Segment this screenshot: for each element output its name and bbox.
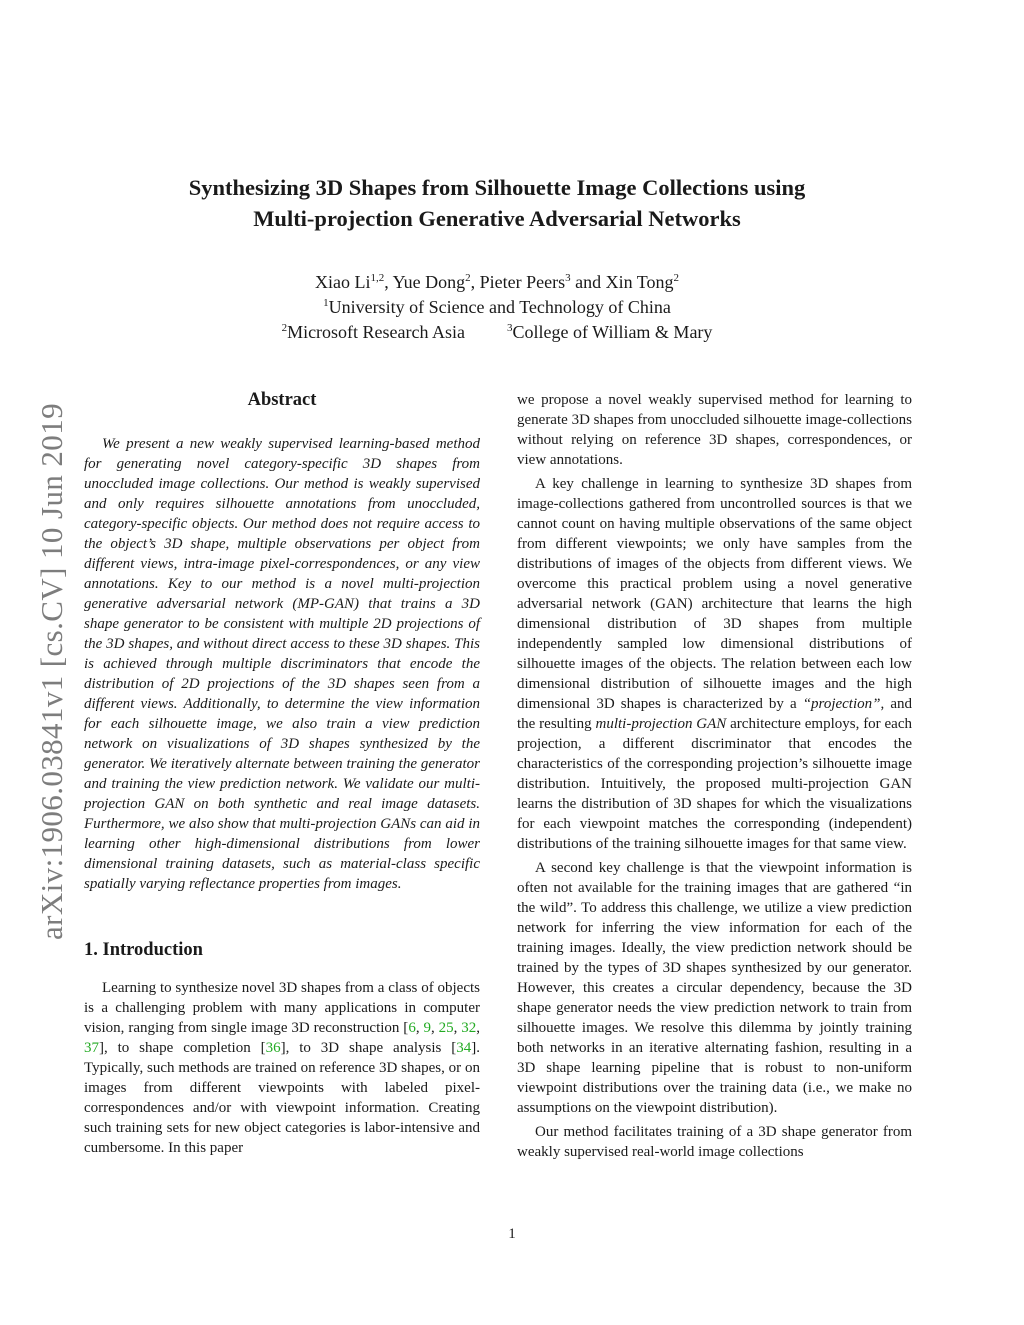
author-block <box>110 270 884 345</box>
citation-link[interactable]: 6 <box>408 1020 416 1036</box>
emphasis-text: multi-projection GAN <box>595 716 727 732</box>
citation-link[interactable]: 9 <box>423 1020 431 1036</box>
citation-link[interactable]: 32 <box>461 1020 477 1036</box>
intro-text: ], to shape completion [ <box>99 1040 266 1056</box>
body-paragraph: A second key challenge is that the viewpoint information is often not available for the training images that are gathered “in the wild”. To address this challenge, we utilize a view prediction network for inferring the view information for each of the training images. Ideally, the view prediction network should be trained by the types of 3D shapes synthesized by our generator. However, this creates a circular dependency, because the 3D shape generator needs the view prediction network to train from silhouette images. We resolve this dilemma by jointly training both networks in an iterative alternating fashion, resulting in a 3D shape learning pipeline that is robust to non-uniform viewpoint distributions over the training data (i.e., we make no assumptions on the viewpoint distribution). <box>517 860 912 1116</box>
page-number: 1 <box>508 1226 516 1242</box>
author-conjunction: and <box>575 272 602 292</box>
citation-link[interactable]: 36 <box>265 1040 281 1056</box>
author-affil-mark: 1,2 <box>370 272 385 284</box>
affil-mark: 3 <box>507 322 513 334</box>
introduction-heading: 1. Introduction <box>84 940 203 960</box>
author-list: Xiao Li$^{1,2}$, Yue Dong$^2$, Pieter Peers$^3$ and Xin Tong$^2$ <box>315 272 679 292</box>
author-name: Yue Dong <box>392 272 466 292</box>
paper-title <box>110 172 884 234</box>
citation-separator: , <box>453 1020 462 1036</box>
author-affil-mark: 2 <box>465 272 471 284</box>
affil-mark: 2 <box>281 322 288 334</box>
citation-separator: , <box>415 1020 424 1036</box>
affiliation-2 <box>282 320 465 345</box>
affiliation-name: University of Science and Technology of China <box>328 297 671 317</box>
abstract-heading: Abstract <box>247 390 317 410</box>
title-line-2: Multi-projection Generative Adversarial Networks <box>253 206 741 231</box>
title-line-1: Synthesizing 3D Shapes from Silhouette Image Collections using <box>188 175 806 200</box>
affiliation-3 <box>507 320 712 345</box>
intro-text: Learning to synthesize novel 3D shapes from a class of objects is a challenging problem with many applications in computer vision, ranging from single image 3D reconstruction [ <box>84 980 480 1036</box>
citation-link[interactable]: 25 <box>438 1020 454 1036</box>
body-text: architecture employs, for each projection, a different discriminator that encodes the characteristics of the corresponding projection’s silhouette image distribution. Intuitively, the proposed multi-projection GAN learns the distribution of 3D shapes for which the visualizations for each viewpoint matches the corresponding (independent) distributions of the training silhouette images for that same view. <box>517 716 912 852</box>
author-name: Xin Tong <box>605 272 674 292</box>
affiliation-1 <box>110 295 884 320</box>
emphasis-text: “projection” <box>802 696 881 712</box>
body-paragraph: Our method facilitates training of a 3D shape generator from weakly supervised real-world image collections <box>517 1124 912 1160</box>
intro-text: ]. Typically, such methods are trained on reference 3D shapes, or on images from different viewpoints with labeled pixel-correspondences and/or with viewpoint information. Creating such training sets for new object categories is labor-intensive and cumbersome. In this paper <box>84 1040 481 1156</box>
left-column <box>84 388 480 1158</box>
affil-mark: 1 <box>323 297 329 309</box>
citation-separator: , <box>476 1020 481 1036</box>
affiliation-name: College of William & Mary <box>512 322 713 342</box>
citation-link[interactable]: 34 <box>456 1040 472 1056</box>
affiliation-name: Microsoft Research Asia <box>287 322 466 342</box>
author-name: Pieter Peers <box>479 272 566 292</box>
affiliations-row <box>110 320 884 345</box>
body-paragraph: we propose a novel weakly supervised method for learning to generate 3D shapes from unoccluded silhouette image-collections without relying on reference 3D shapes, correspondences, or view annotations. <box>517 392 912 468</box>
author-affil-mark: 3 <box>565 272 571 284</box>
author-affil-mark: 2 <box>673 272 679 284</box>
right-column <box>517 390 912 1162</box>
body-text: , and the resulting <box>517 696 912 732</box>
citation-separator: , <box>430 1020 439 1036</box>
abstract-text: We present a new weakly supervised learning-based method for generating novel category-specific 3D shapes from unoccluded image collections. Our method is weakly supervised and only requires silhouette annotations from unoccluded, category-specific objects. Our method does not require access to the object’s 3D shape, multiple observations per object from different views, intra-image pixel-correspondences, or any view annotations. Key to our method is a novel multi-projection generative adversarial network (MP-GAN) that trains a 3D shape generator to be consistent with multiple 2D projections of the 3D shapes, and without direct access to these 3D shapes. This is achieved through multiple discriminators that encode the distribution of 2D projections of the 3D shapes seen from a different views. Additionally, to determine the view information for each silhouette image, we also train a view prediction network on visualizations of 3D shapes synthesized by the generator. We iteratively alternate between training the generator and training the view prediction network. We validate our multi-projection GAN on both synthetic and real image datasets. Furthermore, we also show that multi-projection GANs can aid in learning other high-dimensional distributions from lower dimensional training datasets, such as material-class specific spatially varying reflectance properties from images. <box>84 436 480 892</box>
author-name: Xiao Li <box>315 272 371 292</box>
intro-text: ], to 3D shape analysis [ <box>280 1040 457 1056</box>
body-text: A key challenge in learning to synthesize 3D shapes from image-collections gathered from uncontrolled sources is that we cannot count on having multiple observations of the same object from different viewpoints; we only have samples from the distributions of images of the objects from different views. We overcome this practical problem using a novel generative adversarial network (GAN) architecture that learns the high dimensional distribution of 3D shapes from multiple independently sampled low dimensional distributions of silhouette images of the objects. The relation between each low dimensional distribution of silhouette images and the high dimensional 3D shapes is characterized by a <box>517 476 912 712</box>
body-paragraph <box>517 474 912 854</box>
arxiv-stamp: arXiv:1906.03841v1 [cs.CV] 10 Jun 2019 <box>34 403 69 940</box>
introduction-paragraph <box>84 978 480 1158</box>
citation-link[interactable]: 37 <box>84 1040 99 1056</box>
